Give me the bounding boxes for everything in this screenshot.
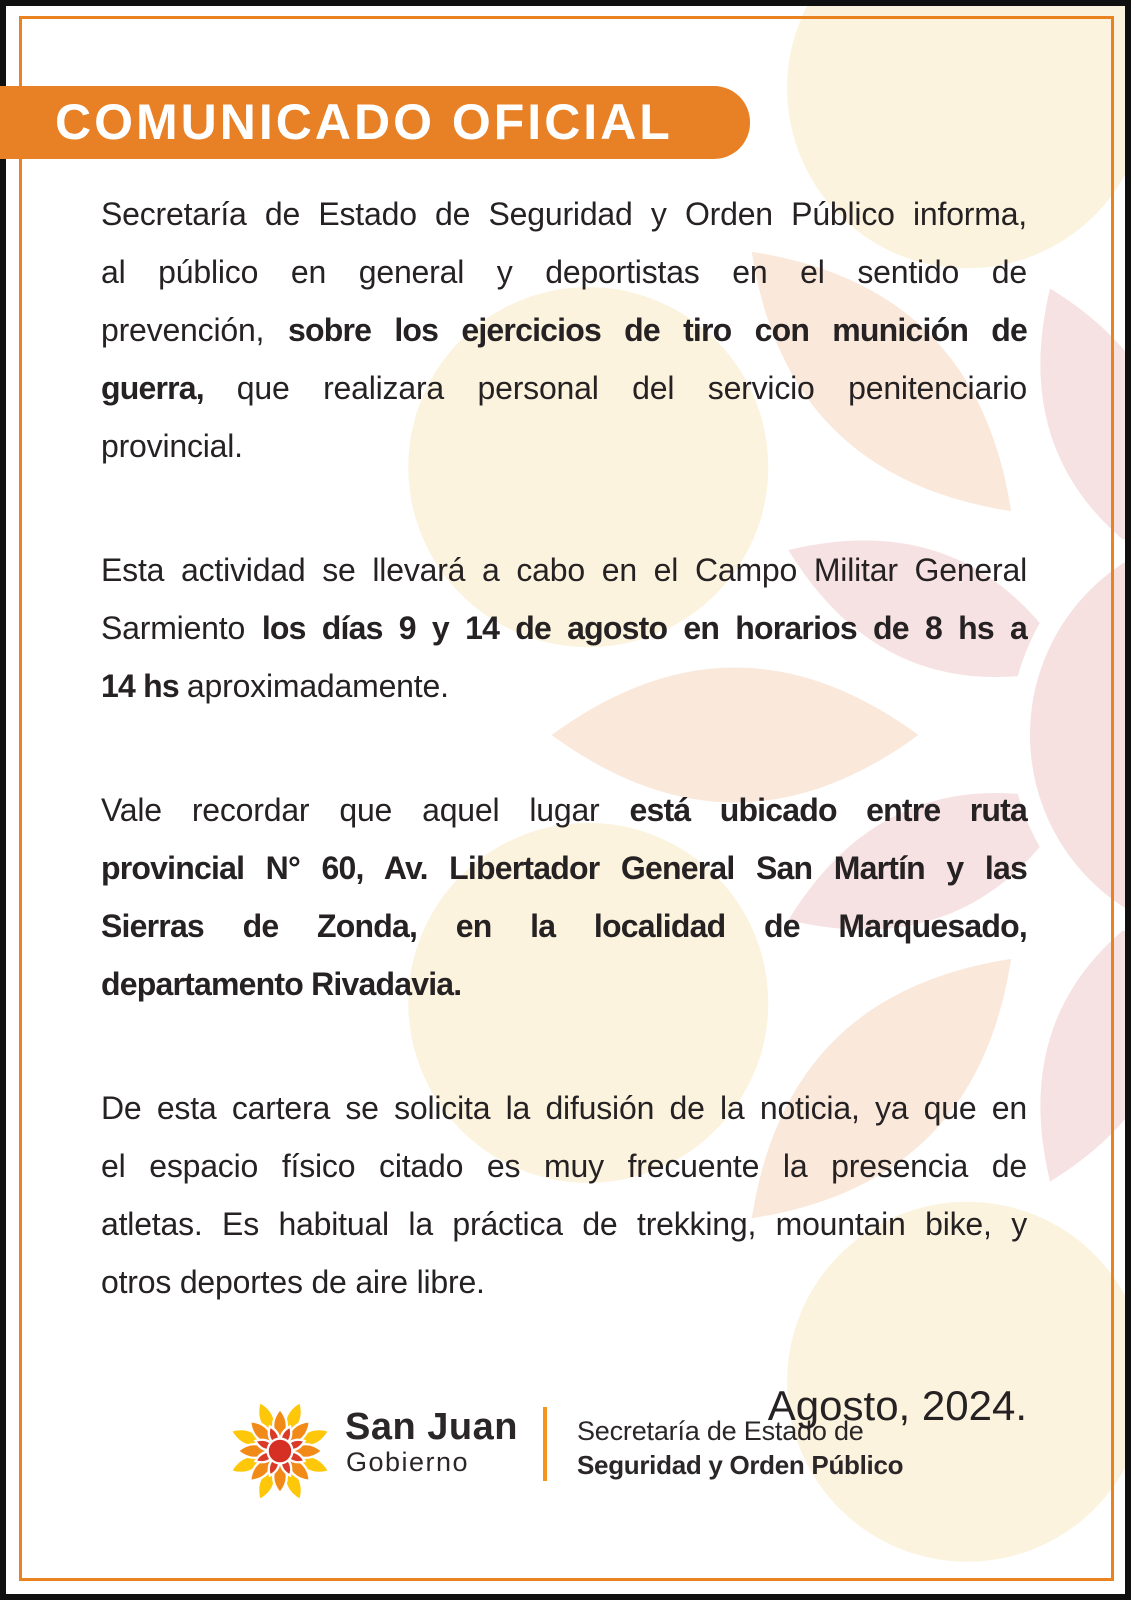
org-name-line1: Secretaría de Estado de [577, 1416, 864, 1446]
text-line: provincial. [101, 428, 243, 464]
text-line: De esta cartera se solicita la difusión de la noticia, ya que en [101, 1090, 1027, 1126]
text-line: Vale recordar que aquel lugar está ubicado entre ruta [101, 792, 1027, 828]
text-line: prevención, sobre los ejercicios de tiro con munición de [101, 312, 1027, 348]
communique-body [101, 185, 1027, 1435]
text-line: provincial N° 60, Av. Libertador General San Martín y las [101, 850, 1027, 886]
text-line: guerra, que realizara personal del servicio penitenciario [101, 370, 1027, 406]
paragraph [101, 541, 1027, 715]
paragraph [101, 781, 1027, 1013]
text-line: Secretaría de Estado de Seguridad y Orden Público informa, [101, 196, 1027, 232]
brand-subtitle: Gobierno [346, 1447, 470, 1477]
text-line: Esta actividad se llevará a cabo en el Campo Militar General [101, 552, 1027, 588]
text-line: Sarmiento los días 9 y 14 de agosto en horarios de 8 hs a [101, 610, 1027, 646]
text-line: al público en general y deportistas en el sentido de [101, 254, 1027, 290]
text-line: atletas. Es habitual la práctica de trekking, mountain bike, y [101, 1206, 1027, 1242]
text-line: el espacio físico citado es muy frecuente la presencia de [101, 1148, 1027, 1184]
brand-name: San Juan [345, 1406, 518, 1448]
header-banner [0, 86, 750, 159]
text-line: Sierras de Zonda, en la localidad de Marquesado, [101, 908, 1027, 944]
paragraph [101, 185, 1027, 475]
text-line: otros deportes de aire libre. [101, 1264, 485, 1300]
paragraph [101, 1079, 1027, 1311]
text-line: 14 hs aproximadamente. [101, 668, 449, 704]
page-title: COMUNICADO OFICIAL [55, 94, 673, 150]
date: Agosto, 2024. [767, 1382, 1027, 1429]
org-name-line2: Seguridad y Orden Público [577, 1450, 904, 1480]
text-line: departamento Rivadavia. [101, 966, 462, 1002]
